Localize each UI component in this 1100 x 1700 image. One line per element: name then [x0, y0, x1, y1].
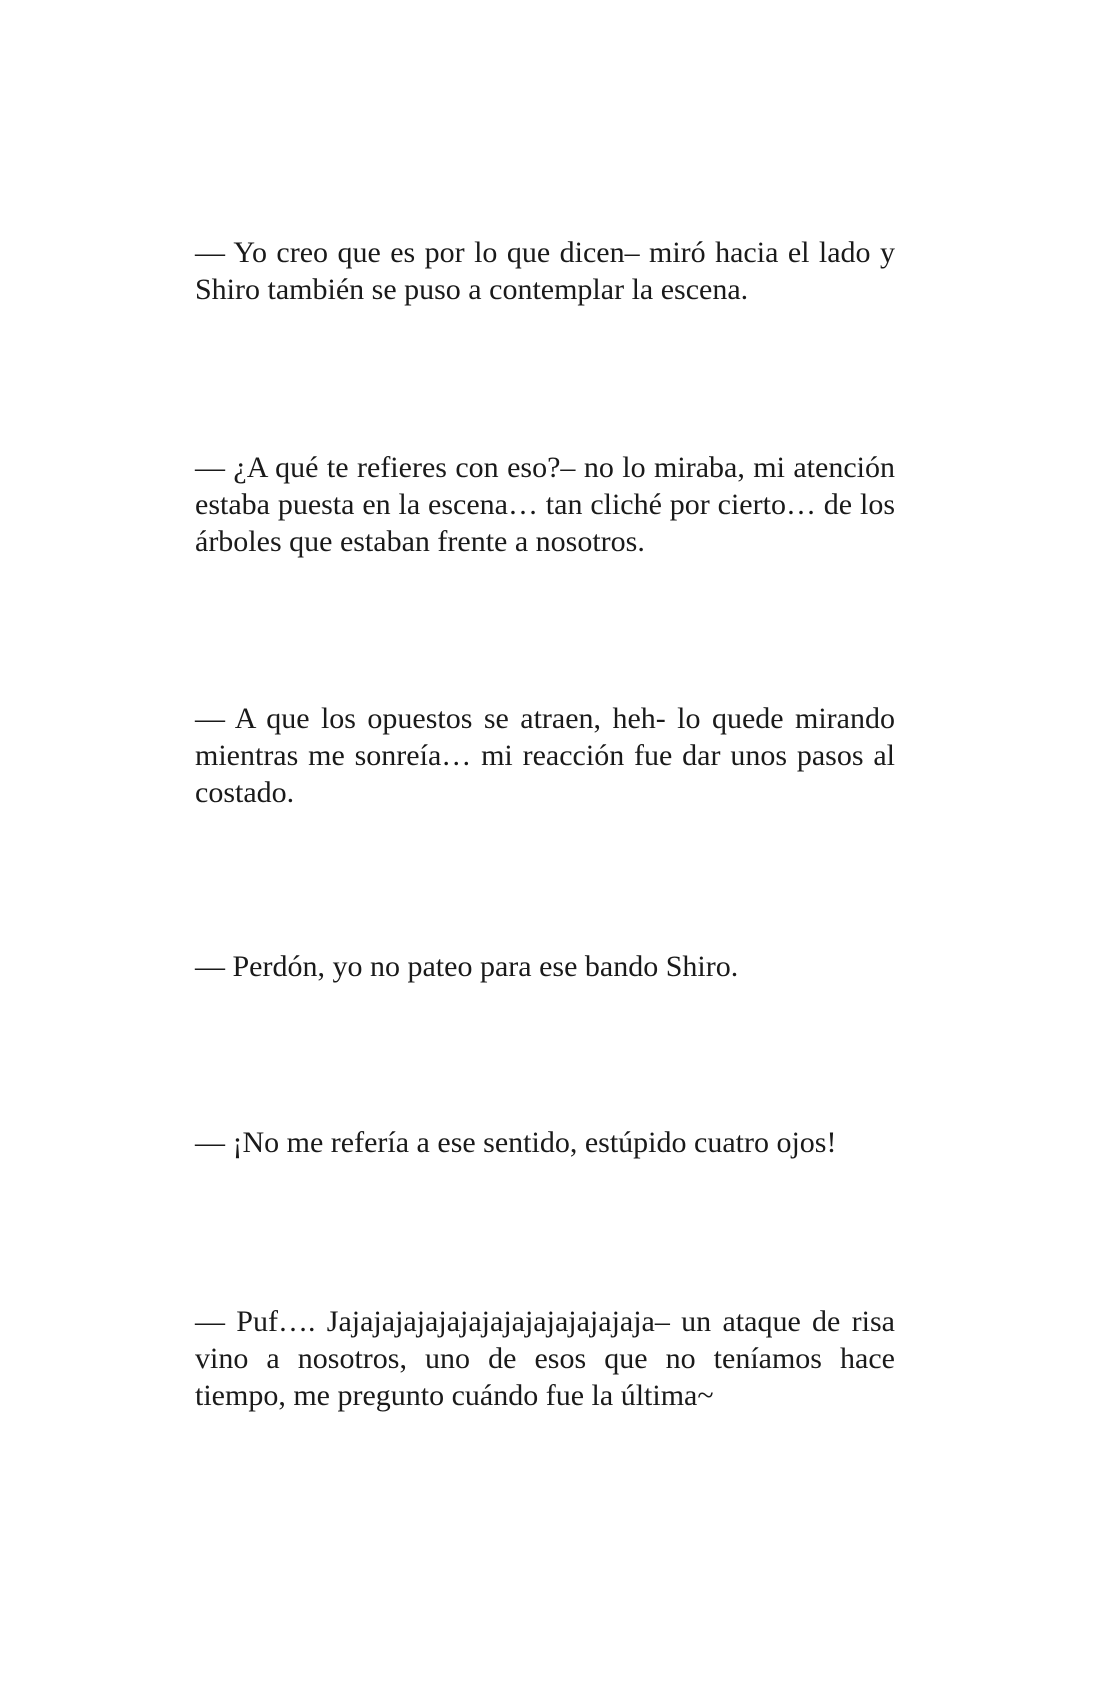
paragraph-5: — ¡No me refería a ese sentido, estúpido cuatro ojos!	[195, 1126, 837, 1159]
paragraph-1: — Yo creo que es por lo que dicen– miró hacia el lado y Shiro también se puso a contemplar la escena.	[195, 236, 895, 306]
paragraph-6: — Puf…. Jajajajajajajajajajajajajajaja– un ataque de risa vino a nosotros, uno de esos que no teníamos hace tiempo, me pregunto cuándo fue la última~	[195, 1305, 895, 1412]
paragraph-4: — Perdón, yo no pateo para ese bando Shiro.	[195, 950, 739, 983]
paragraph-3: — A que los opuestos se atraen, heh- lo quede mirando mientras me sonreía… mi reacción fue dar unos pasos al costado.	[195, 702, 895, 809]
paragraph-2: — ¿A qué te refieres con eso?– no lo miraba, mi atención estaba puesta en la escena… tan cliché por cierto… de los árboles que estaban frente a nosotros.	[195, 451, 895, 558]
